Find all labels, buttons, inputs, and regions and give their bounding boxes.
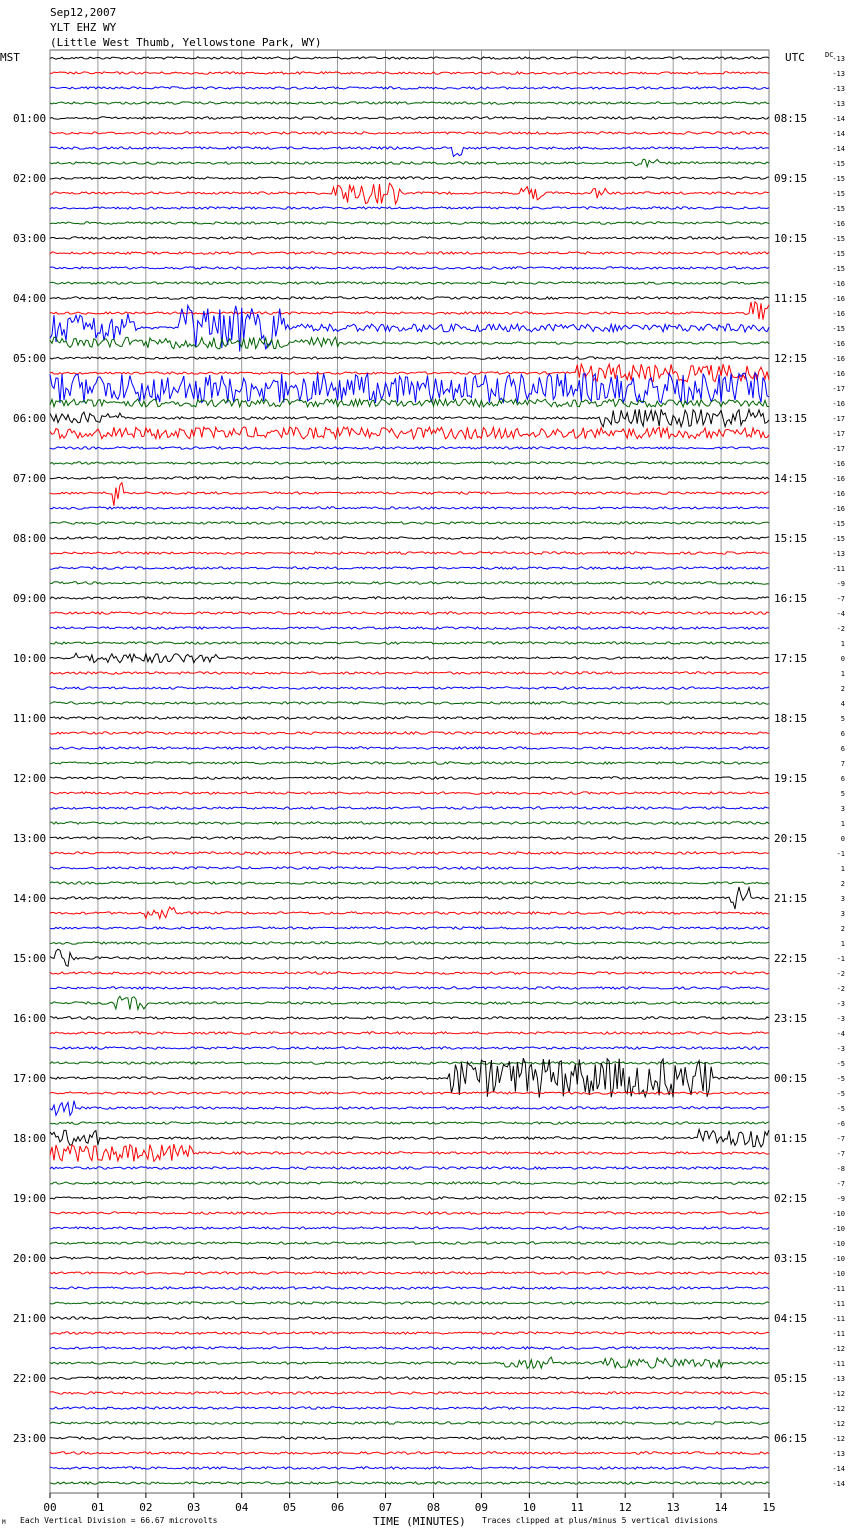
seismic-trace xyxy=(50,507,769,509)
dc-offset-label: -10 xyxy=(832,1255,845,1263)
footer-clip-note: Traces clipped at plus/minus 5 vertical divisions xyxy=(482,1516,719,1525)
seismic-trace xyxy=(50,582,769,584)
seismic-trace xyxy=(50,1182,769,1184)
seismic-trace xyxy=(50,1407,769,1409)
dc-offset-label: -10 xyxy=(832,1270,845,1278)
x-tick-label: 12 xyxy=(618,1501,632,1514)
right-hour-label: 12:15 xyxy=(774,352,808,365)
seismic-trace xyxy=(50,483,769,506)
x-tick-label: 04 xyxy=(235,1501,249,1514)
left-hour-label: 21:00 xyxy=(13,1312,47,1325)
right-hour-label: 06:15 xyxy=(774,1432,808,1445)
x-tick-label: 06 xyxy=(330,1501,345,1514)
seismic-trace xyxy=(50,717,769,719)
seismic-trace xyxy=(50,132,769,134)
seismic-trace xyxy=(50,1257,769,1259)
dc-offset-label: -16 xyxy=(832,400,845,408)
seismic-trace xyxy=(50,1347,769,1349)
seismic-trace xyxy=(50,887,769,909)
seismic-trace xyxy=(50,642,769,644)
dc-offset-label: -14 xyxy=(832,1480,845,1488)
dc-offset-label: -17 xyxy=(832,385,845,393)
x-tick-label: 03 xyxy=(187,1501,201,1514)
dc-offset-label: 6 xyxy=(840,730,845,738)
dc-offset-label: -16 xyxy=(832,355,845,363)
seismic-trace xyxy=(50,807,769,809)
seismic-trace xyxy=(50,949,769,966)
left-hour-label: 22:00 xyxy=(13,1372,47,1385)
seismic-trace xyxy=(50,1392,769,1394)
left-hour-label: 11:00 xyxy=(13,712,47,725)
seismic-trace xyxy=(50,1437,769,1439)
dc-offset-label: -2 xyxy=(836,625,845,633)
dc-offset-label: -9 xyxy=(836,1195,845,1203)
plot-frame xyxy=(50,50,769,1493)
dc-offset-label: -11 xyxy=(832,1360,845,1368)
seismic-trace xyxy=(50,447,769,449)
dc-offset-label: 2 xyxy=(840,880,845,888)
dc-offset-label: -16 xyxy=(832,460,845,468)
dc-offset-label: -4 xyxy=(836,610,845,618)
dc-offset-label: -12 xyxy=(832,1405,845,1413)
dc-offset-label: -16 xyxy=(832,505,845,513)
seismic-trace xyxy=(50,1047,769,1049)
dc-offset-label: -16 xyxy=(832,280,845,288)
x-tick-label: 11 xyxy=(570,1501,584,1514)
dc-offset-label: -16 xyxy=(832,370,845,378)
left-hour-label: 05:00 xyxy=(13,352,47,365)
dc-offset-label: -3 xyxy=(836,1045,845,1053)
right-hour-label: 16:15 xyxy=(774,592,808,605)
seismic-trace xyxy=(50,1197,769,1199)
left-hour-label: 02:00 xyxy=(13,172,47,185)
right-hour-label: 22:15 xyxy=(774,952,808,965)
seismic-trace xyxy=(50,1144,769,1162)
dc-offset-label: -11 xyxy=(832,1285,845,1293)
right-hour-label: 05:15 xyxy=(774,1372,808,1385)
seismic-trace xyxy=(50,1272,769,1274)
x-tick-label: 00 xyxy=(43,1501,57,1514)
seismic-trace xyxy=(50,1287,769,1289)
right-hour-label: 11:15 xyxy=(774,292,808,305)
dc-offset-label: -7 xyxy=(836,1150,845,1158)
seismic-trace xyxy=(50,297,769,299)
seismic-trace xyxy=(50,147,769,157)
dc-offset-label: 3 xyxy=(840,805,845,813)
dc-offset-label: -3 xyxy=(836,1015,845,1023)
seismic-trace xyxy=(50,477,769,479)
seismic-trace xyxy=(50,822,769,824)
seismic-trace xyxy=(50,537,769,539)
seismic-trace xyxy=(50,302,769,320)
right-zone-label: UTC xyxy=(785,51,805,64)
x-tick-label: 10 xyxy=(522,1501,536,1514)
seismic-trace xyxy=(50,1377,769,1379)
trace-group xyxy=(50,57,769,1484)
seismic-trace xyxy=(50,882,769,884)
right-hour-label: 02:15 xyxy=(774,1192,808,1205)
dc-offset-label: 3 xyxy=(840,910,845,918)
dc-offset-label: -9 xyxy=(836,580,845,588)
dc-offset-label: -16 xyxy=(832,475,845,483)
dc-offset-labels xyxy=(832,55,845,1488)
right-hour-label: 14:15 xyxy=(774,472,808,485)
dc-offset-label: -15 xyxy=(832,175,845,183)
dc-offset-label: 0 xyxy=(840,835,845,843)
seismic-trace xyxy=(50,1482,769,1484)
left-hour-label: 10:00 xyxy=(13,652,47,665)
footer-division-note: Each Vertical Division = 66.67 microvolts xyxy=(20,1516,218,1525)
dc-offset-label: -5 xyxy=(836,1090,845,1098)
right-hour-label: 13:15 xyxy=(774,412,808,425)
seismic-trace xyxy=(50,996,769,1010)
seismic-trace xyxy=(50,907,769,918)
seismic-trace xyxy=(50,653,769,663)
seismic-trace xyxy=(50,373,769,403)
dc-offset-label: -15 xyxy=(832,325,845,333)
dc-header-label: DC xyxy=(825,51,834,59)
dc-offset-label: -7 xyxy=(836,1180,845,1188)
left-hour-label: 19:00 xyxy=(13,1192,47,1205)
seismic-trace xyxy=(50,364,769,382)
dc-offset-label: -14 xyxy=(832,130,845,138)
right-hour-label: 10:15 xyxy=(774,232,808,245)
left-hour-label: 13:00 xyxy=(13,832,47,845)
dc-offset-label: 5 xyxy=(840,790,845,798)
seismic-trace xyxy=(50,267,769,269)
x-tick-label: 14 xyxy=(714,1501,728,1514)
seismic-trace xyxy=(50,1242,769,1244)
dc-offset-label: -13 xyxy=(832,550,845,558)
seismic-trace xyxy=(50,597,769,599)
seismic-trace xyxy=(50,1167,769,1169)
dc-offset-label: -16 xyxy=(832,295,845,303)
dc-offset-label: -11 xyxy=(832,1330,845,1338)
left-hour-label: 14:00 xyxy=(13,892,47,905)
seismic-trace xyxy=(50,972,769,974)
header-station: YLT EHZ WY xyxy=(50,21,117,34)
dc-offset-label: -7 xyxy=(836,1135,845,1143)
seismic-trace xyxy=(50,237,769,239)
dc-offset-label: -15 xyxy=(832,265,845,273)
dc-offset-label: -10 xyxy=(832,1210,845,1218)
seismic-trace xyxy=(50,462,769,464)
left-hour-label: 20:00 xyxy=(13,1252,47,1265)
dc-offset-label: -13 xyxy=(832,85,845,93)
seismic-trace xyxy=(50,942,769,944)
x-tick-label: 13 xyxy=(666,1501,680,1514)
dc-offset-label: -2 xyxy=(836,985,845,993)
right-hour-label: 03:15 xyxy=(774,1252,808,1265)
dc-offset-label: 1 xyxy=(840,670,845,678)
x-tick-labels xyxy=(43,1501,775,1514)
left-hour-label: 01:00 xyxy=(13,112,47,125)
dc-offset-label: -16 xyxy=(832,340,845,348)
seismic-trace xyxy=(50,159,769,167)
right-hour-label: 20:15 xyxy=(774,832,808,845)
dc-offset-label: -2 xyxy=(836,970,845,978)
x-tick-label: 02 xyxy=(139,1501,153,1514)
seismic-trace xyxy=(50,612,769,614)
dc-offset-label: -5 xyxy=(836,1105,845,1113)
seismic-trace xyxy=(50,1452,769,1454)
x-tick-label: 15 xyxy=(762,1501,776,1514)
dc-offset-label: -10 xyxy=(832,1225,845,1233)
x-tick-label: 01 xyxy=(91,1501,105,1514)
left-hour-label: 23:00 xyxy=(13,1432,47,1445)
x-tick-label: 09 xyxy=(474,1501,489,1514)
x-axis-label: TIME (MINUTES) xyxy=(373,1515,466,1528)
seismic-trace xyxy=(50,522,769,524)
seismic-trace xyxy=(50,357,769,359)
seismic-trace xyxy=(50,72,769,74)
right-hour-label: 18:15 xyxy=(774,712,808,725)
dc-offset-label: 2 xyxy=(840,685,845,693)
seismic-trace xyxy=(50,1227,769,1229)
left-hour-labels xyxy=(13,112,46,1445)
dc-offset-label: -5 xyxy=(836,1075,845,1083)
left-hour-label: 04:00 xyxy=(13,292,47,305)
left-hour-label: 09:00 xyxy=(13,592,47,605)
header-date: Sep12,2007 xyxy=(50,6,117,19)
seismic-trace xyxy=(50,672,769,674)
dc-offset-label: -15 xyxy=(832,160,845,168)
x-tick-label: 05 xyxy=(283,1501,297,1514)
dc-offset-label: -13 xyxy=(832,1450,845,1458)
right-hour-label: 00:15 xyxy=(774,1072,808,1085)
dc-offset-label: -12 xyxy=(832,1390,845,1398)
right-hour-label: 15:15 xyxy=(774,532,808,545)
seismic-trace xyxy=(50,207,769,209)
left-hour-label: 07:00 xyxy=(13,472,47,485)
x-tick-label: 08 xyxy=(426,1501,441,1514)
seismic-trace xyxy=(50,732,769,734)
dc-offset-label: -11 xyxy=(832,565,845,573)
seismic-trace xyxy=(50,1467,769,1469)
seismic-trace xyxy=(50,1357,769,1368)
dc-offset-label: 4 xyxy=(840,700,845,708)
seismic-trace xyxy=(50,1212,769,1214)
seismic-trace xyxy=(50,927,769,929)
dc-offset-label: -8 xyxy=(836,1165,845,1173)
right-hour-label: 01:15 xyxy=(774,1132,808,1145)
dc-offset-label: 3 xyxy=(840,895,845,903)
dc-offset-label: 7 xyxy=(840,760,845,768)
seismic-trace xyxy=(50,627,769,629)
seismic-trace xyxy=(50,792,769,794)
right-hour-label: 04:15 xyxy=(774,1312,808,1325)
dc-offset-label: -15 xyxy=(832,205,845,213)
left-zone-label: MST xyxy=(0,51,20,64)
seismic-trace xyxy=(50,762,769,764)
dc-offset-label: -13 xyxy=(832,55,845,63)
dc-offset-label: -12 xyxy=(832,1435,845,1443)
dc-offset-label: -15 xyxy=(832,190,845,198)
dc-offset-label: 1 xyxy=(840,820,845,828)
left-hour-label: 03:00 xyxy=(13,232,47,245)
seismic-trace xyxy=(50,747,769,749)
dc-offset-label: 6 xyxy=(840,775,845,783)
dc-offset-label: -7 xyxy=(836,595,845,603)
seismic-trace xyxy=(50,567,769,569)
right-hour-label: 17:15 xyxy=(774,652,808,665)
dc-offset-label: 1 xyxy=(840,640,845,648)
seismic-trace xyxy=(50,337,769,349)
dc-offset-label: -13 xyxy=(832,70,845,78)
seismic-trace xyxy=(50,1101,769,1116)
dc-offset-label: -16 xyxy=(832,490,845,498)
seismic-trace xyxy=(50,117,769,119)
left-hour-label: 12:00 xyxy=(13,772,47,785)
seismic-trace xyxy=(50,1017,769,1019)
dc-offset-label: -15 xyxy=(832,235,845,243)
seismic-trace xyxy=(50,987,769,989)
dc-offset-label: -14 xyxy=(832,145,845,153)
seismic-trace xyxy=(50,1122,769,1124)
dc-offset-label: -11 xyxy=(832,1315,845,1323)
right-hour-label: 09:15 xyxy=(774,172,808,185)
dc-offset-label: -15 xyxy=(832,535,845,543)
dc-offset-label: 1 xyxy=(840,865,845,873)
left-hour-label: 17:00 xyxy=(13,1072,47,1085)
dc-offset-label: -4 xyxy=(836,1030,845,1038)
dc-offset-label: 0 xyxy=(840,655,845,663)
dc-offset-label: -17 xyxy=(832,430,845,438)
dc-offset-label: -1 xyxy=(836,850,845,858)
header-location: (Little West Thumb, Yellowstone Park, WY) xyxy=(50,36,322,49)
dc-offset-label: 5 xyxy=(840,715,845,723)
seismic-trace xyxy=(50,87,769,89)
dc-offset-label: -1 xyxy=(836,955,845,963)
dc-offset-label: -13 xyxy=(832,1375,845,1383)
dc-offset-label: 2 xyxy=(840,925,845,933)
seismic-trace xyxy=(50,867,769,869)
dc-offset-label: -16 xyxy=(832,310,845,318)
dc-offset-label: -14 xyxy=(832,115,845,123)
right-hour-label: 19:15 xyxy=(774,772,808,785)
dc-offset-label: -6 xyxy=(836,1120,845,1128)
dc-offset-label: -12 xyxy=(832,1420,845,1428)
dc-offset-label: 6 xyxy=(840,745,845,753)
seismic-trace xyxy=(50,687,769,689)
seismic-trace xyxy=(50,409,769,427)
seismic-trace xyxy=(50,1317,769,1319)
left-hour-label: 18:00 xyxy=(13,1132,47,1145)
left-hour-label: 08:00 xyxy=(13,532,47,545)
seismic-trace xyxy=(50,1302,769,1304)
dc-offset-label: -16 xyxy=(832,220,845,228)
footer-left-mark: M xyxy=(2,1519,6,1526)
seismic-trace xyxy=(50,852,769,854)
right-hour-labels xyxy=(774,112,807,1445)
dc-offset-label: -12 xyxy=(832,1345,845,1353)
dc-offset-label: -13 xyxy=(832,100,845,108)
dc-offset-label: -10 xyxy=(832,1240,845,1248)
seismic-trace xyxy=(50,177,769,179)
right-hour-label: 21:15 xyxy=(774,892,808,905)
dc-offset-label: -15 xyxy=(832,250,845,258)
seismic-trace xyxy=(50,1332,769,1334)
seismic-trace xyxy=(50,222,769,224)
seismic-trace xyxy=(50,702,769,704)
left-hour-label: 16:00 xyxy=(13,1012,47,1025)
dc-offset-label: -17 xyxy=(832,445,845,453)
right-hour-label: 08:15 xyxy=(774,112,808,125)
seismic-trace xyxy=(50,183,769,204)
seismic-trace xyxy=(50,427,769,439)
seismic-trace xyxy=(50,282,769,284)
left-hour-label: 15:00 xyxy=(13,952,47,965)
seismic-trace xyxy=(50,777,769,779)
seismic-trace xyxy=(50,102,769,104)
dc-offset-label: -14 xyxy=(832,1465,845,1473)
dc-offset-label: -17 xyxy=(832,415,845,423)
right-hour-label: 23:15 xyxy=(774,1012,808,1025)
left-hour-label: 06:00 xyxy=(13,412,47,425)
seismic-trace xyxy=(50,1129,769,1147)
dc-offset-label: -15 xyxy=(832,520,845,528)
dc-offset-label: -3 xyxy=(836,1000,845,1008)
dc-offset-label: -11 xyxy=(832,1300,845,1308)
seismic-trace xyxy=(50,252,769,254)
dc-offset-label: -5 xyxy=(836,1060,845,1068)
seismic-trace xyxy=(50,1032,769,1034)
seismic-trace xyxy=(50,837,769,839)
x-tick-label: 07 xyxy=(378,1501,393,1514)
seismic-trace xyxy=(50,57,769,59)
dc-offset-label: 1 xyxy=(840,940,845,948)
seismic-trace xyxy=(50,1422,769,1424)
seismic-trace xyxy=(50,552,769,554)
seismic-trace xyxy=(50,1092,769,1094)
